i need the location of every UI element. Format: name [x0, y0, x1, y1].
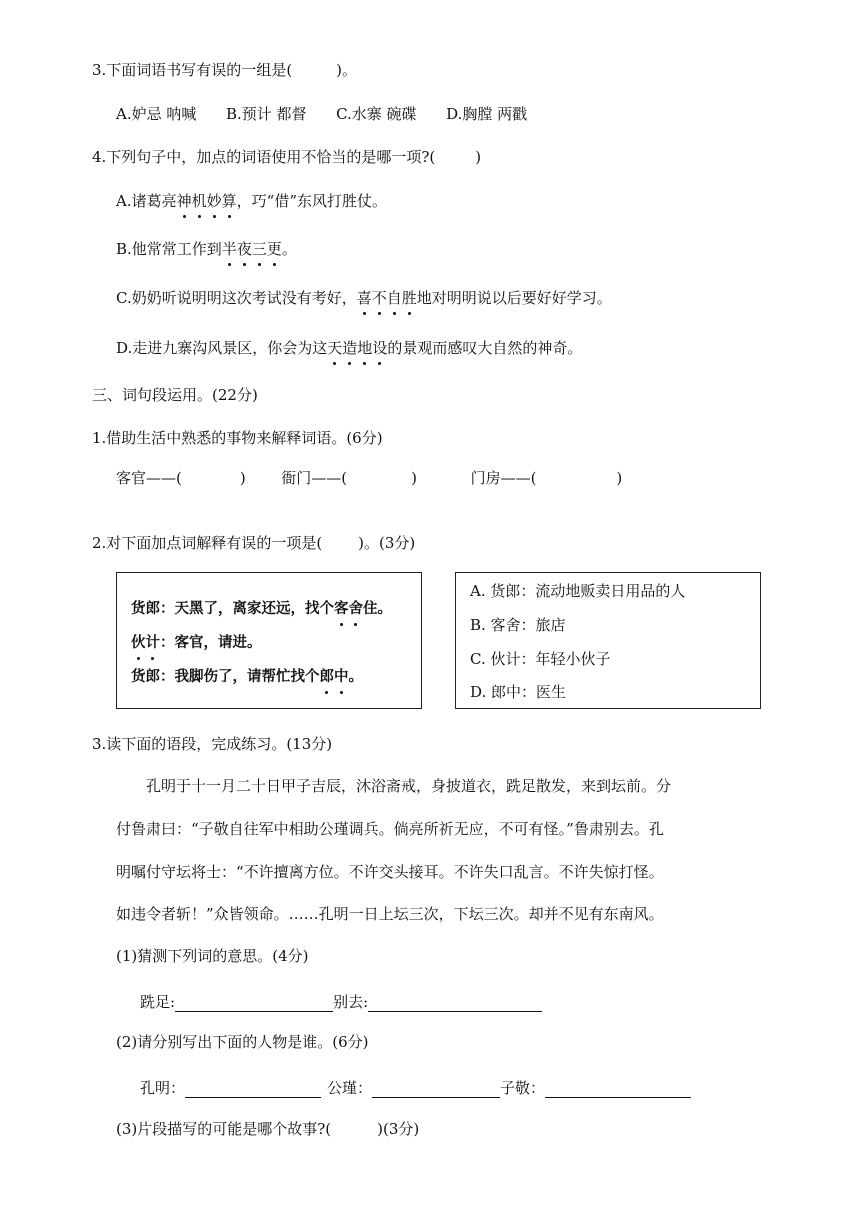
q4-option-a: A.诸葛亮神机妙算，巧“借”东风打胜仗。: [116, 192, 388, 210]
sub1-blanks: 跣足: 别去:: [140, 992, 542, 1012]
answer-blank-xianzu[interactable]: [175, 995, 333, 1012]
s2-option-d: D. 郎中：医生: [470, 683, 567, 701]
q4-option-b: B.他常常工作到半夜三更。: [116, 240, 297, 258]
section-title: 三、词句段运用。(22分): [92, 386, 258, 404]
q3-options: [116, 104, 527, 124]
s3-title: 3.读下面的语段，完成练习。(13分): [92, 735, 333, 753]
s2-title: 2.对下面加点词解释有误的一项是( )。(3分): [92, 534, 416, 552]
q4-option-d: D.走进九寨沟风景区，你会为这天造地设的景观而感叹大自然的神奇。: [116, 339, 583, 357]
passage-line-2: 付鲁肃曰：“子敬自往军中相助公瑾调兵。倘亮所祈无应，不可有怪。”鲁肃别去。孔: [116, 820, 664, 838]
sub2-blanks: 孔明： 公瑾： 子敬：: [140, 1078, 691, 1098]
dialogue-line-3: 货郎：我脚伤了，请帮忙找个郎中。: [131, 669, 363, 685]
answer-blank-biequ[interactable]: [368, 995, 542, 1012]
q3-option-d: D.胸膛 两戳: [446, 105, 528, 123]
q4-option-c: C.奶奶听说明明这次考试没有考好，喜不自胜地对明明说以后要好好学习。: [116, 289, 612, 307]
dialogue-line-1: 货郎：天黑了，离家还远，找个客舍住。: [131, 601, 392, 617]
dialogue-line-2: 伙计：客官，请进。: [131, 635, 262, 651]
s2-option-c: C. 伙计：年轻小伙子: [470, 650, 611, 668]
sub1-title: (1)猜测下列词的意思。(4分): [116, 947, 309, 965]
dialogue-box: [116, 572, 422, 709]
s2-option-b: B. 客舍：旅店: [470, 616, 566, 634]
answer-blank-gongjin[interactable]: [372, 1081, 500, 1098]
sub3-title: (3)片段描写的可能是哪个故事?( )(3分): [116, 1120, 420, 1138]
s1-words: 客官——( ) 衙门——( ) 门房——( ): [116, 469, 623, 487]
passage-line-1: 孔明于十一月二十日甲子吉辰，沐浴斋戒，身披道衣，跣足散发，来到坛前。分: [146, 777, 672, 795]
q3-option-b: B.预计 都督: [225, 105, 307, 123]
q4-stem: 4.下列句子中，加点的词语使用不恰当的是哪一项?( ): [92, 148, 482, 166]
sub2-title: (2)请分别写出下面的人物是谁。(6分): [116, 1033, 369, 1051]
passage-line-3: 明嘱付守坛将士：“不许擅离方位。不许交头接耳。不许失口乱言。不许失惊打怪。: [116, 863, 664, 881]
answer-blank-zijing[interactable]: [545, 1081, 691, 1098]
q3-stem: 3.下面词语书写有误的一组是( )。: [92, 61, 358, 79]
q3-option-a: A.妒忌 呐喊: [116, 105, 197, 123]
passage-line-4: 如违令者斩！”众皆领命。……孔明一日上坛三次，下坛三次。却并不见有东南风。: [116, 905, 664, 923]
s2-option-a: A. 货郎：流动地贩卖日用品的人: [470, 582, 686, 600]
q3-option-c: C.水寨 碗碟: [336, 105, 417, 123]
options-box: [455, 572, 761, 709]
answer-blank-kongming[interactable]: [185, 1081, 321, 1098]
s1-title: 1.借助生活中熟悉的事物来解释词语。(6分): [92, 429, 383, 447]
